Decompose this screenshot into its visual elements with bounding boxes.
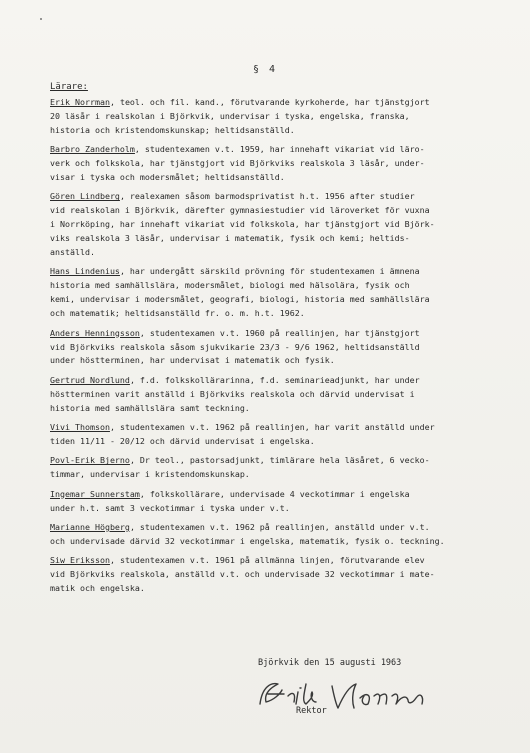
entry-line: vid realskolan i Björkvik, därefter gymnasiestudier vid läroverket för vuxna	[50, 205, 430, 216]
entry-line: historia med samhällslära samt teckning.	[50, 402, 250, 413]
entry-line: under höstterminen, har undervisat i matematik och fysik.	[50, 355, 335, 366]
entry-line: verk och folkskola, har tjänstgjort vid Björkviks realskola 3 läsår, under-	[50, 158, 425, 169]
entry-line: Ingemar Sunnerstam, folkskollärare, undervisade 4 veckotimmar i engelska	[50, 488, 410, 499]
entry-line: under h.t. samt 3 veckotimmar i tyska under v.t.	[50, 502, 290, 513]
teacher-entry	[50, 421, 505, 449]
entry-line: Hans Lindenius, har undergått särskild prövning för studentexamen i ämnena	[50, 266, 420, 277]
entry-line: viks realskola 3 läsår, undervisar i matematik, fysik och kemi; heltids-	[50, 233, 410, 244]
teacher-name: Gören Lindberg	[50, 191, 120, 202]
teacher-name: Anders Henningsson	[50, 327, 140, 338]
entry-line: historia med samhällslära, modersmålet, biologi med hälsolära, fysik och	[50, 280, 410, 291]
entry-line: visar i tyska och modersmålet; heltidsanställd.	[50, 172, 285, 183]
entry-line: Gören Lindberg, realexamen såsom barmodsprivatist h.t. 1956 after studier	[50, 191, 415, 202]
teacher-entry	[50, 374, 505, 416]
teacher-name: Povl-Erik Bjerno	[50, 455, 130, 466]
entry-line: tiden 11/11 - 20/12 och därvid undervisat i engelska.	[50, 435, 315, 446]
signatory-title: Rektor	[296, 706, 327, 716]
teacher-name: Hans Lindenius	[50, 266, 120, 277]
entry-line: och matematik; heltidsanställd fr. o. m. h.t. 1962.	[50, 308, 305, 319]
entry-line: 20 läsår i realskolan i Björkvik, undervisar i tyska, engelska, franska,	[50, 110, 410, 121]
teacher-entry	[50, 521, 505, 549]
entry-line: Siw Eriksson, studentexamen v.t. 1961 på allmänna linjen, förutvarande elev	[50, 555, 425, 566]
entry-line: Barbro Zanderholm, studentexamen v.t. 1959, har innehaft vikariat vid läro-	[50, 144, 425, 155]
teacher-list	[50, 96, 505, 602]
teacher-entry	[50, 454, 505, 482]
entry-line: Gertrud Nordlund, f.d. folkskollärarinna, f.d. seminarieadjunkt, har under	[50, 374, 420, 385]
teacher-name: Barbro Zanderholm	[50, 144, 135, 155]
teacher-entry	[50, 265, 505, 321]
teacher-entry	[50, 327, 505, 369]
entry-line: höstterminen varit anställd i Björkviks realskola och därvid undervisat i	[50, 388, 415, 399]
teacher-entry	[50, 96, 505, 138]
entry-line: timmar, undervisar i kristendomskunskap.	[50, 469, 250, 480]
entry-line: Erik Norrman, teol. och fil. kand., förutvarande kyrkoherde, har tjänstgjort	[50, 97, 430, 107]
teacher-name: Vivi Thomson	[50, 422, 110, 433]
entry-line: Anders Henningsson, studentexamen v.t. 1960 på reallinjen, har tjänstgjort	[50, 327, 420, 338]
entry-line: vid Björkviks realskola, anställd v.t. och undervisade 32 veckotimmar i mate-	[50, 569, 435, 580]
entry-line: i Norrköping, har innehaft vikariat vid folkskola, har tjänstgjort vid Björk-	[50, 219, 435, 230]
page-number: § 4	[252, 64, 278, 75]
entry-line: anställd.	[50, 247, 95, 258]
entry-line: och undervisade därvid 32 veckotimmar i engelska, matematik, fysik o. teckning.	[50, 535, 445, 546]
entry-line: vid Björkviks realskola såsom sjukvikarie 23/3 - 9/6 1962, heltidsanställd	[50, 341, 420, 352]
section-heading: Lärare:	[50, 82, 88, 92]
teacher-name: Siw Eriksson	[50, 555, 110, 566]
teacher-entry	[50, 143, 505, 185]
entry-line: Povl-Erik Bjerno, Dr teol., pastorsadjunkt, timlärare hela läsåret, 6 vecko-	[50, 455, 430, 466]
teacher-name: Marianne Högberg	[50, 521, 130, 532]
entry-line: Marianne Högberg, studentexamen v.t. 1962 på reallinjen, anställd under v.t.	[50, 521, 430, 532]
teacher-name: Erik Norrman	[50, 97, 110, 107]
paper-speck	[40, 18, 42, 20]
entry-line: historia och kristendomskunskap; heltidsanställd.	[50, 124, 295, 135]
entry-line: matik och engelska.	[50, 583, 145, 594]
handwritten-signature	[240, 674, 450, 718]
entry-line: Vivi Thomson, studentexamen v.t. 1962 på reallinjen, har varit anställd under	[50, 422, 435, 433]
teacher-entry	[50, 190, 505, 260]
entry-line: kemi, undervisar i modersmålet, geografi, biologi, historia med samhällslära	[50, 294, 430, 305]
teacher-name: Gertrud Nordlund	[50, 374, 130, 385]
teacher-entry	[50, 488, 505, 516]
teacher-entry	[50, 554, 505, 596]
place-and-date: Björkvik den 15 augusti 1963	[258, 658, 402, 668]
teacher-name: Ingemar Sunnerstam	[50, 488, 140, 499]
